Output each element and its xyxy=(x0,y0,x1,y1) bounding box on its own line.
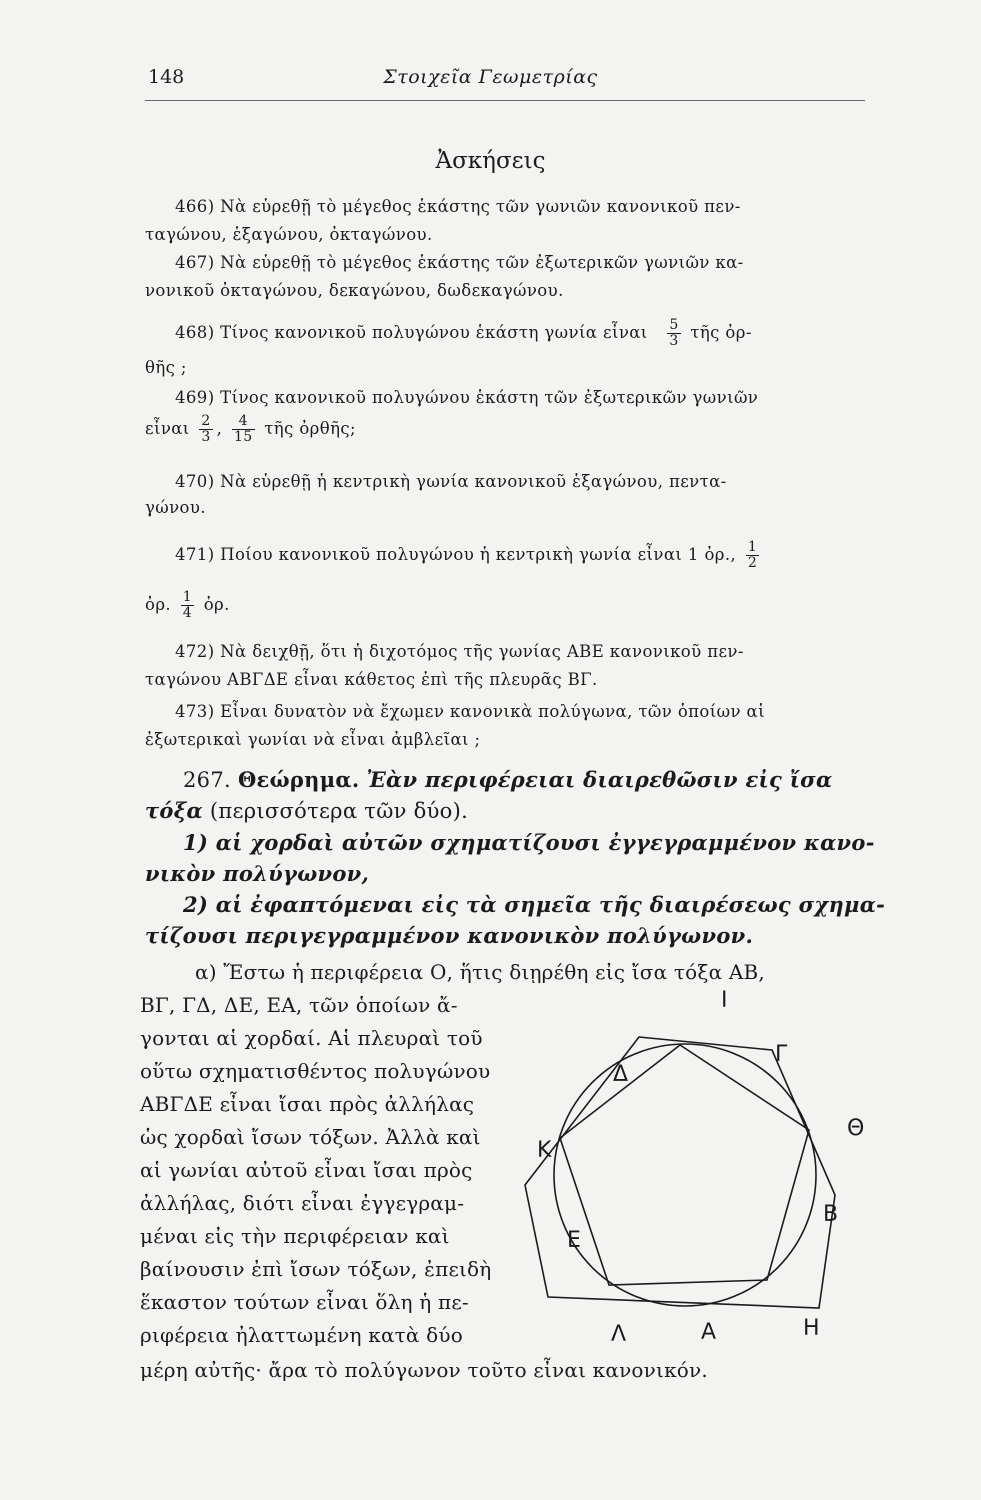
proof-line-5: ΑΒΓΔΕ εἶναι ἴσαι πρὸς ἀλλήλας xyxy=(140,1092,475,1116)
exercise-470-line-1: 470) Νὰ εὑρεθῇ ἡ κεντρικὴ γωνία κανονικοῦ ἑξαγώνου, πεντα- xyxy=(175,472,727,491)
theorem-line-1 xyxy=(183,767,832,792)
label-I: Ι xyxy=(721,988,728,1013)
proof-line-4: οὕτω σχηματισθέντος πολυγώνου xyxy=(140,1059,491,1083)
page-number: 148 xyxy=(148,66,185,88)
label-A: Α xyxy=(701,1320,717,1345)
proof-line-13: μέρη αὐτῆς· ἄρα τὸ πολύγωνον τοῦτο εἶναι κανονικόν. xyxy=(140,1358,708,1382)
proof-line-9: μέναι εἰς τὴν περιφέρειαν καὶ xyxy=(140,1224,450,1248)
fraction-one-half: $\frac{1}{2}$ xyxy=(747,539,758,571)
exercise-473-line-2: ἐξωτερικαὶ γωνίαι νὰ εἶναι ἀμβλεῖαι ; xyxy=(145,730,481,749)
fraction-four-fifteenths: $\frac{4}{15}$ xyxy=(233,413,253,445)
exercise-472-line-1: 472) Νὰ δειχθῇ, ὅτι ἡ διχοτόμος τῆς γωνίας ΑΒΕ κανονικοῦ πεν- xyxy=(175,642,744,661)
theorem-statement: Ἐὰν περιφέρειαι διαιρεθῶσιν εἰς ἴσα xyxy=(366,767,833,792)
fraction-one-quarter: $\frac{1}{4}$ xyxy=(182,589,193,621)
inscribed-circumscribed-pentagon-figure xyxy=(525,985,865,1347)
proof-line-7: αἱ γωνίαι αὐτοῦ εἶναι ἴσαι πρὸς xyxy=(140,1158,473,1182)
exercise-471-line-2: ὀρ. $\frac{1}{4}$ ὀρ. xyxy=(145,589,230,621)
theorem-line-2: τόξα (περισσότερα τῶν δύο). xyxy=(145,798,469,823)
running-title: Στοιχεῖα Γεωμετρίας xyxy=(383,66,598,88)
exercise-468-text-end: τῆς ὀρ- xyxy=(690,323,752,342)
theorem-number: 267. xyxy=(183,768,231,792)
label-B: Β xyxy=(823,1202,839,1227)
theorem-part-2-line-1: 2) αἱ ἐφαπτόμεναι εἰς τὰ σημεῖα τῆς διαιρέσεως σχημα- xyxy=(183,892,886,917)
theorem-part-2-line-2: τίζουσι περιγεγραμμένον κανονικὸν πολύγωνον. xyxy=(145,923,754,948)
proof-line-10: βαίνουσιν ἐπὶ ἴσων τόξων, ἐπειδὴ xyxy=(140,1257,492,1281)
exercises-heading: Ἀσκήσεις xyxy=(435,148,546,174)
theorem-part-1-line-1: 1) αἱ χορδαὶ αὐτῶν σχηματίζουσι ἐγγεγραμμένον κανο- xyxy=(183,830,875,855)
circle xyxy=(554,1044,816,1306)
proof-line-8: ἀλλήλας, διότι εἶναι ἐγγεγραμ- xyxy=(140,1191,465,1215)
theorem-label: Θεώρημα. xyxy=(237,767,360,792)
header-rule xyxy=(145,100,865,101)
exercise-468-line-1 xyxy=(175,318,752,349)
proof-line-11: ἕκαστον τούτων εἶναι ὅλη ἡ πε- xyxy=(140,1290,469,1314)
proof-line-1: α) Ἔστω ἡ περιφέρεια Ο, ἥτις διῃρέθη εἰς ἴσα τόξα ΑΒ, xyxy=(195,960,765,984)
proof-line-3: γονται αἱ χορδαί. Αἱ πλευραὶ τοῦ xyxy=(140,1026,483,1050)
theorem-part-1-line-2: νικὸν πολύγωνον, xyxy=(145,861,370,886)
exercise-469-line-2: εἶναι $\frac{2}{3}$ , $\frac{4}{15}$ τῆς ὀρθῆς; xyxy=(145,413,356,445)
label-E: Ε xyxy=(567,1228,581,1253)
exercise-470-line-2: γώνου. xyxy=(145,498,206,517)
exercise-467-line-1: 467) Νὰ εὑρεθῇ τὸ μέγεθος ἑκάστης τῶν ἐξωτερικῶν γωνιῶν κα- xyxy=(175,253,744,272)
exercise-466-line-2: ταγώνου, ἑξαγώνου, ὀκταγώνου. xyxy=(145,225,433,244)
exercise-468-line-2: θῆς ; xyxy=(145,358,187,377)
exercise-469-line-1: 469) Τίνος κανονικοῦ πολυγώνου ἑκάστη τῶν ἐξωτερικῶν γωνιῶν xyxy=(175,388,759,407)
label-H: Η xyxy=(803,1316,820,1341)
label-Delta: Δ xyxy=(613,1062,629,1087)
exercise-472-line-2: ταγώνου ΑΒΓΔΕ εἶναι κάθετος ἐπὶ τῆς πλευρᾶς ΒΓ. xyxy=(145,670,598,689)
proof-line-6: ὡς χορδαὶ ἴσων τόξων. Ἀλλὰ καὶ xyxy=(140,1125,481,1149)
proof-line-2: ΒΓ, ΓΔ, ΔΕ, ΕΑ, τῶν ὁποίων ἄ- xyxy=(140,993,458,1017)
fraction-two-thirds: $\frac{2}{3}$ xyxy=(201,413,211,445)
label-Theta: Θ xyxy=(847,1116,865,1141)
exercise-468-text: 468) Τίνος κανονικοῦ πολυγώνου ἑκάστη γωνία εἶναι xyxy=(175,323,648,342)
exercise-473-line-1: 473) Εἶναι δυνατὸν νὰ ἔχωμεν κανονικὰ πολύγωνα, τῶν ὁποίων αἱ xyxy=(175,702,765,721)
label-Gamma: Γ xyxy=(775,1042,788,1067)
label-K: Κ xyxy=(537,1138,552,1163)
exercise-471-line-1: 471) Ποίου κανονικοῦ πολυγώνου ἡ κεντρικὴ γωνία εἶναι 1 ὀρ., $\frac{1}{2}$ xyxy=(175,539,758,571)
proof-line-12: ριφέρεια ἠλαττωμένη κατὰ δύο xyxy=(140,1323,464,1347)
exercise-467-line-2: νονικοῦ ὀκταγώνου, δεκαγώνου, δωδεκαγώνου. xyxy=(145,281,564,300)
exercise-466-line-1: 466) Νὰ εὑρεθῇ τὸ μέγεθος ἑκάστης τῶν γωνιῶν κανονικοῦ πεν- xyxy=(175,197,741,216)
inscribed-pentagon xyxy=(560,1045,809,1285)
fraction-five-thirds: $\frac{5}{3}$ xyxy=(669,317,679,349)
label-Lambda: Λ xyxy=(611,1322,627,1347)
